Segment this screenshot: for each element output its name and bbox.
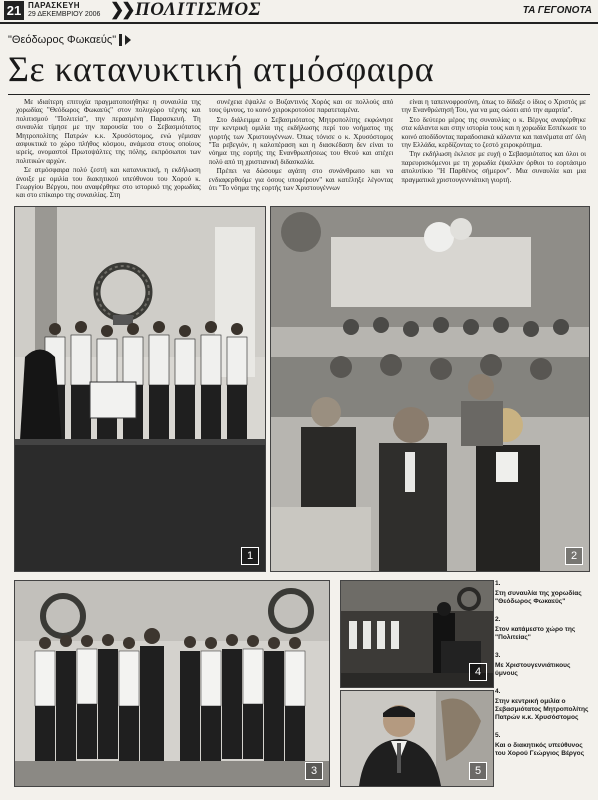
- photo-portrait-vergos: [340, 690, 494, 787]
- caption-text: Στον κατάμεστο χώρο της "Πολιτείας": [495, 626, 576, 641]
- caption-number: 4.: [495, 688, 501, 695]
- caption-number: 2.: [495, 616, 501, 623]
- section-title: ΠΟΛΙΤΙΣΜΟΣ: [135, 0, 261, 20]
- choir-group-image: [15, 581, 329, 786]
- paragraph: είναι η ταπεινοφροσύνη, όπως το δίδαξε ο ίδιος ο Χριστός με την Ενανθρώπησή Του, για να μας σώσει από την αμαρτία".: [401, 98, 587, 115]
- paragraph: Την εκδήλωση έκλεισε με ευχή ο Σεβασμιότατος και όλοι οι παρευρισκόμενοι με τη χορωδία έψαλλαν όρθιοι το εορτάσιμο απολυτίκιο "Η Παρθένος σήμερον". Μια συναυλία και μια πραγματικά χριστουγεννιάτικη γιορτή.: [401, 150, 587, 184]
- photo-number-badge: 3: [305, 762, 323, 780]
- headline-divider: [8, 94, 590, 95]
- choir-stage-image: [15, 207, 265, 571]
- paragraph: Πρέπει να δώσουμε αγάπη στο συνάνθρωπο και να ενδιαφερθούμε για όσους υποφέρουν" και κατέληξε λέγοντας ότι "Το νόημα της εορτής των Χριστουγέννων: [208, 167, 394, 193]
- paragraph: Σε ατμόσφαιρα πολύ ζεστή και κατανυκτική, η εκδήλωση άνοιξε με ομιλία του διακητικού υπεύθυνου του Χορού κ. Γεωργίου Βέργου, που αναφέρθηκε στο ιστορικό της χορωδίας και στο επίκαιρο της συναυλίας. Στη: [16, 166, 201, 200]
- article-headline: Σε κατανυκτική ατμόσφαιρα: [8, 49, 435, 89]
- caption-number: 3.: [495, 652, 501, 659]
- photo-number-badge: 1: [241, 547, 259, 565]
- caption-text: Και ο διακητικός υπεύθυνος του Χορού Γεώργιος Βέργος: [495, 742, 585, 757]
- kicker-bar-icon: [119, 34, 122, 46]
- photo-number-badge: 5: [469, 762, 487, 780]
- caption-item: [495, 688, 593, 722]
- photo-number-badge: 4: [469, 663, 487, 681]
- caption-text: Με Χριστουγεννιάτικους ύμνους: [495, 662, 571, 677]
- kicker-arrow-icon: [125, 35, 131, 45]
- page-number: 21: [4, 1, 24, 20]
- paragraph: Στο διάλειμμα ο Σεβασμιότατος Μητροπολίτης εκφώνησε την κεντρική ομιλία της εκδήλωσης περί του νοήματος της γιορτής των Χριστουγέννων. Όπως τόνισε ο κ. Χρυσόστομος "Τα ρεβεγιόν, η καλοπέραση και η διασκέδαση δεν είναι το νόημα της εορτής της Ενανθρωπήσεως του Θεού και απέχει πολύ από τη χριστιανική διδασκαλία.: [208, 115, 394, 166]
- paragraph: συνέχεια έψαλλε ο Βυζαντινός Χορός και σε πολλούς από τους ύμνους, το κοινό χειροκροτούσε παρατεταμένα.: [208, 98, 394, 115]
- issue-day: ΠΑΡΑΣΚΕΥΗ: [28, 1, 80, 10]
- article-column-2: [209, 98, 394, 208]
- caption-item: [495, 616, 593, 642]
- photo-metropolitan-speech: [340, 580, 494, 688]
- caption-text: Στη συναυλία της χορωδίας "Θεόδωρος Φωκαεύς": [495, 590, 582, 605]
- issue-date: 29 ΔΕΚΕΜΒΡΙΟΥ 2006: [28, 11, 101, 18]
- photo-choir-stage: [14, 206, 266, 572]
- paragraph: Με ιδιαίτερη επιτυχία πραγματοποιήθηκε η συναυλία της χορωδίας "Θεόδωρος Φωκαεύς" στον πολυχώρο τέχνης και πολιτισμού "Πολιτεία", την περασμένη Παρασκευή. Τη συναυλία τίμησε με την παρουσία του ο Σεβασμιότατος Μητροπολίτης Πατρών κ.κ. Χρυσόστομος, ενώ γέμισαν ασφυκτικά το χώρο πλήθος κόσμου, ανάμεσα στους οποίους ιερείς, ονομαστοί Πρωτοψάλτες της πόλης, εκπρόσωποι των πολιτικών αρχών.: [16, 98, 201, 165]
- article-column-3: [401, 98, 586, 208]
- newspaper-brand: ΤΑ ΓΕΓΟΝΟΤΑ: [522, 5, 592, 16]
- caption-item: [495, 580, 593, 606]
- photo-number-badge: 2: [565, 547, 583, 565]
- page-header: [0, 0, 598, 24]
- paragraph: Στο δεύτερο μέρος της συναυλίας ο κ. Βέργος αναφέρθηκε στα κάλαντα και στην ιστορία τους και η χορωδία Εσπέκωσε το κοινό αποδίδοντας παραδοσιακά κάλαντα και παινέματα απ' όλη την Ελλάδα, κερδίζοντας το ζεστό χειροκρότημα.: [401, 115, 587, 150]
- audience-image: [271, 207, 589, 571]
- kicker-text: "Θεόδωρος Φωκαεύς": [8, 34, 117, 46]
- photo-audience: [270, 206, 590, 572]
- caption-item: [495, 732, 593, 758]
- caption-number: 5.: [495, 732, 501, 739]
- article-body: [16, 98, 586, 208]
- caption-item: [495, 652, 593, 678]
- article-kicker: [8, 34, 131, 46]
- caption-text: Στην κεντρική ομιλία ο Σεβασμιότατος Μητροπολίτης Πατρών κ.κ. Χρυσόστομος: [495, 698, 589, 721]
- photo-captions: [495, 580, 593, 795]
- caption-number: 1.: [495, 580, 501, 587]
- photo-choir-group: [14, 580, 330, 787]
- article-column-1: [16, 98, 201, 208]
- chevrons-icon: ❯❯: [110, 0, 133, 19]
